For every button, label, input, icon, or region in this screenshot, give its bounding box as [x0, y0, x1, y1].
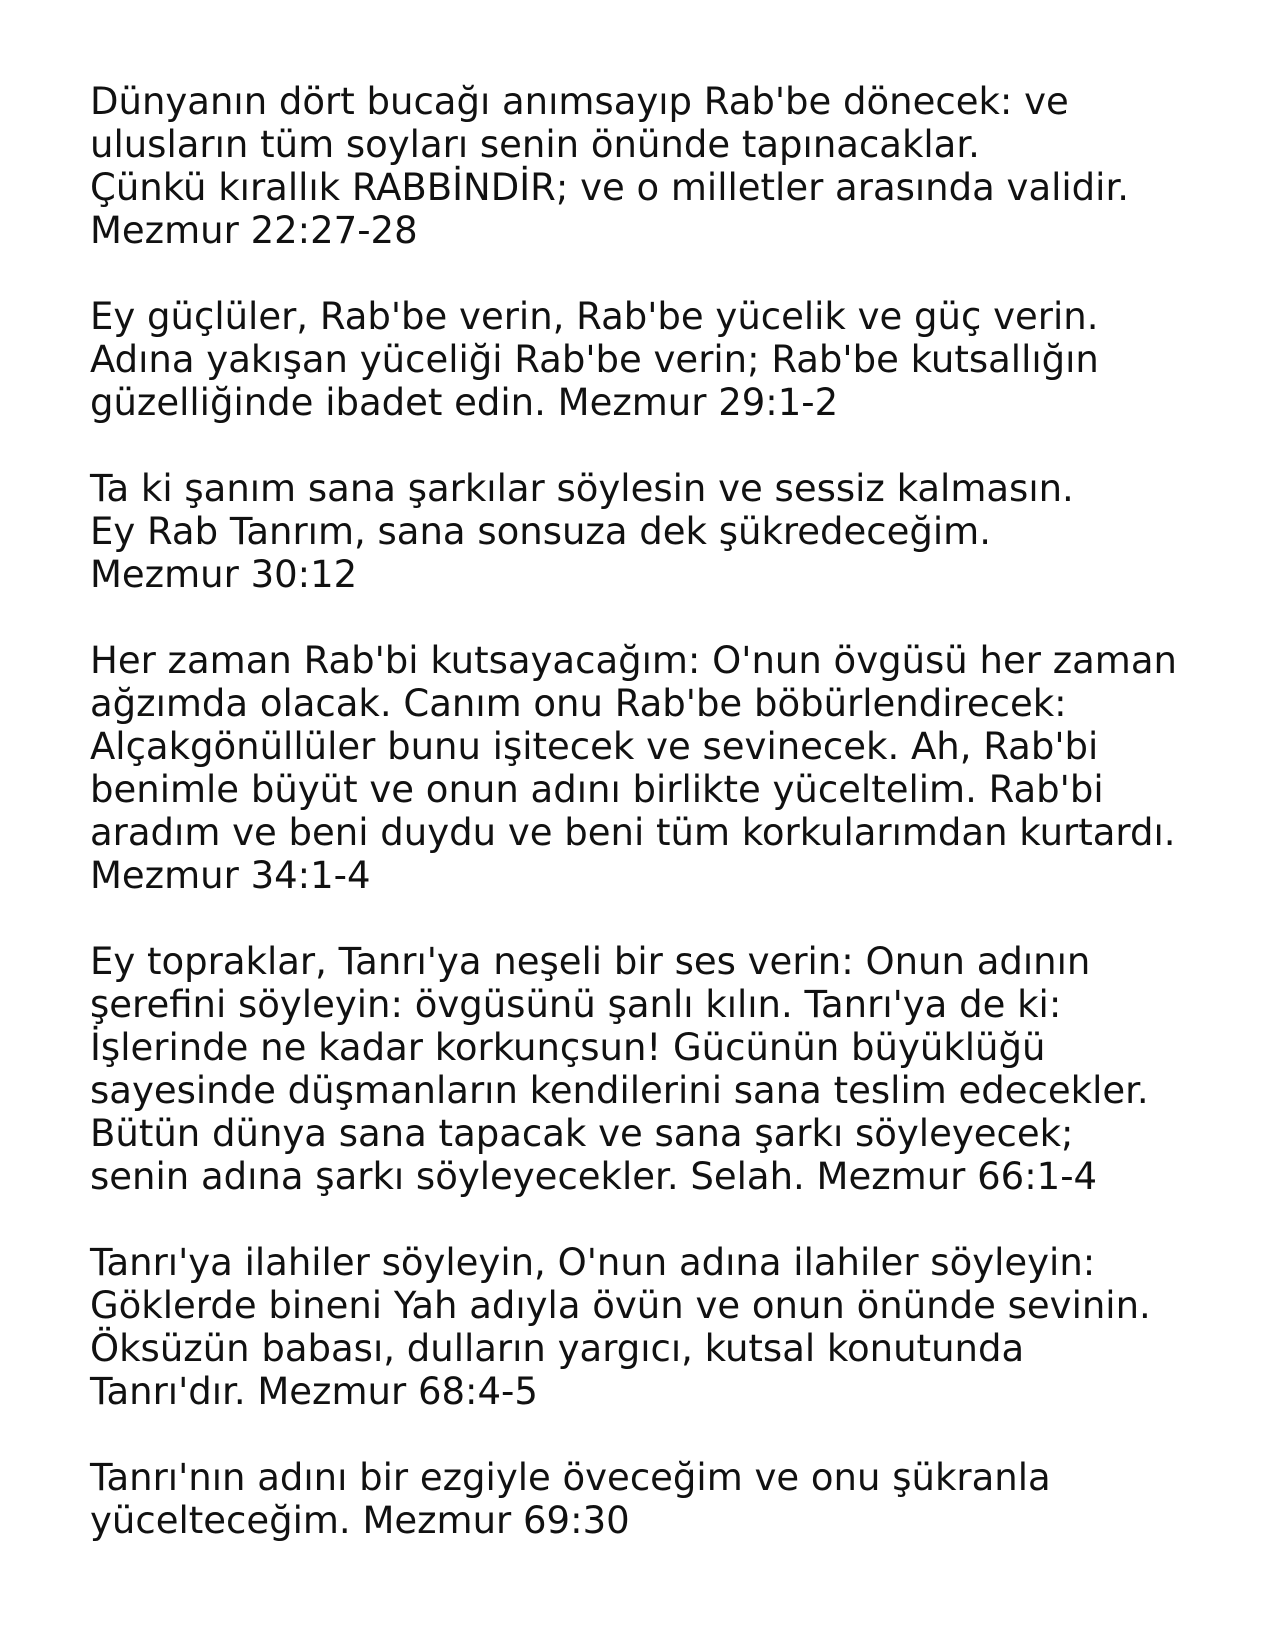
text-line: şerefini söyleyin: övgüsünü şanlı kılın. Tanrı'ya de ki: — [90, 983, 1062, 1026]
text-line: Öksüzün babası, dulların yargıcı, kutsal konutunda — [90, 1327, 1025, 1370]
passage-psalm-69 — [90, 1456, 1260, 1542]
document-page — [90, 80, 1260, 1585]
text-line: Alçakgönüllüler bunu işitecek ve sevinecek. Ah, Rab'bi — [90, 725, 1099, 768]
text-line: yücelteceğim. Mezmur 69:30 — [90, 1499, 630, 1542]
text-line: sayesinde düşmanların kendilerini sana teslim edecekler. — [90, 1069, 1149, 1112]
text-line: ulusların tüm soyları senin önünde tapınacaklar. — [90, 123, 980, 166]
verse-reference: Mezmur 34:1-4 — [90, 854, 371, 897]
text-line: Adına yakışan yüceliği Rab'be verin; Rab'be kutsallığın — [90, 338, 1099, 381]
verse-reference: Mezmur 30:12 — [90, 553, 358, 596]
text-line: Göklerde bineni Yah adıyla övün ve onun önünde sevinin. — [90, 1284, 1151, 1327]
passage-psalm-34 — [90, 639, 1260, 897]
text-line: Tanrı'ya ilahiler söyleyin, O'nun adına ilahiler söyleyin: — [90, 1241, 1096, 1284]
text-line: benimle büyüt ve onun adını birlikte yüceltelim. Rab'bi — [90, 768, 1104, 811]
passage-psalm-29 — [90, 295, 1260, 424]
text-line: İşlerinde ne kadar korkunçsun! Gücünün büyüklüğü — [90, 1026, 1046, 1069]
text-line: ağzımda olacak. Canım onu Rab'be böbürlendirecek: — [90, 682, 1067, 725]
text-line: Tanrı'nın adını bir ezgiyle öveceğim ve onu şükranla — [90, 1456, 1051, 1499]
verse-reference: Mezmur 22:27-28 — [90, 209, 418, 252]
passage-psalm-30 — [90, 467, 1260, 596]
text-line: Ey Rab Tanrım, sana sonsuza dek şükredeceğim. — [90, 510, 991, 553]
text-line: Çünkü kırallık RABBİNDİR; ve o milletler arasında validir. — [90, 166, 1130, 209]
passage-psalm-66 — [90, 940, 1260, 1198]
text-line: aradım ve beni duydu ve beni tüm korkularımdan kurtardı. — [90, 811, 1176, 854]
text-line: senin adına şarkı söyleyecekler. Selah. Mezmur 66:1-4 — [90, 1155, 1098, 1198]
text-line: Ey güçlüler, Rab'be verin, Rab'be yücelik ve güç verin. — [90, 295, 1099, 338]
passage-psalm-22 — [90, 80, 1260, 252]
text-line: Her zaman Rab'bi kutsayacağım: O'nun övgüsü her zaman — [90, 639, 1177, 682]
text-line: güzelliğinde ibadet edin. Mezmur 29:1-2 — [90, 381, 839, 424]
text-line: Bütün dünya sana tapacak ve sana şarkı söyleyecek; — [90, 1112, 1074, 1155]
text-line: Ey topraklar, Tanrı'ya neşeli bir ses verin: Onun adının — [90, 940, 1091, 983]
text-line: Dünyanın dört bucağı anımsayıp Rab'be dönecek: ve — [90, 80, 1069, 123]
text-line: Tanrı'dır. Mezmur 68:4-5 — [90, 1370, 538, 1413]
passage-psalm-68 — [90, 1241, 1260, 1413]
text-line: Ta ki şanım sana şarkılar söylesin ve sessiz kalmasın. — [90, 467, 1074, 510]
